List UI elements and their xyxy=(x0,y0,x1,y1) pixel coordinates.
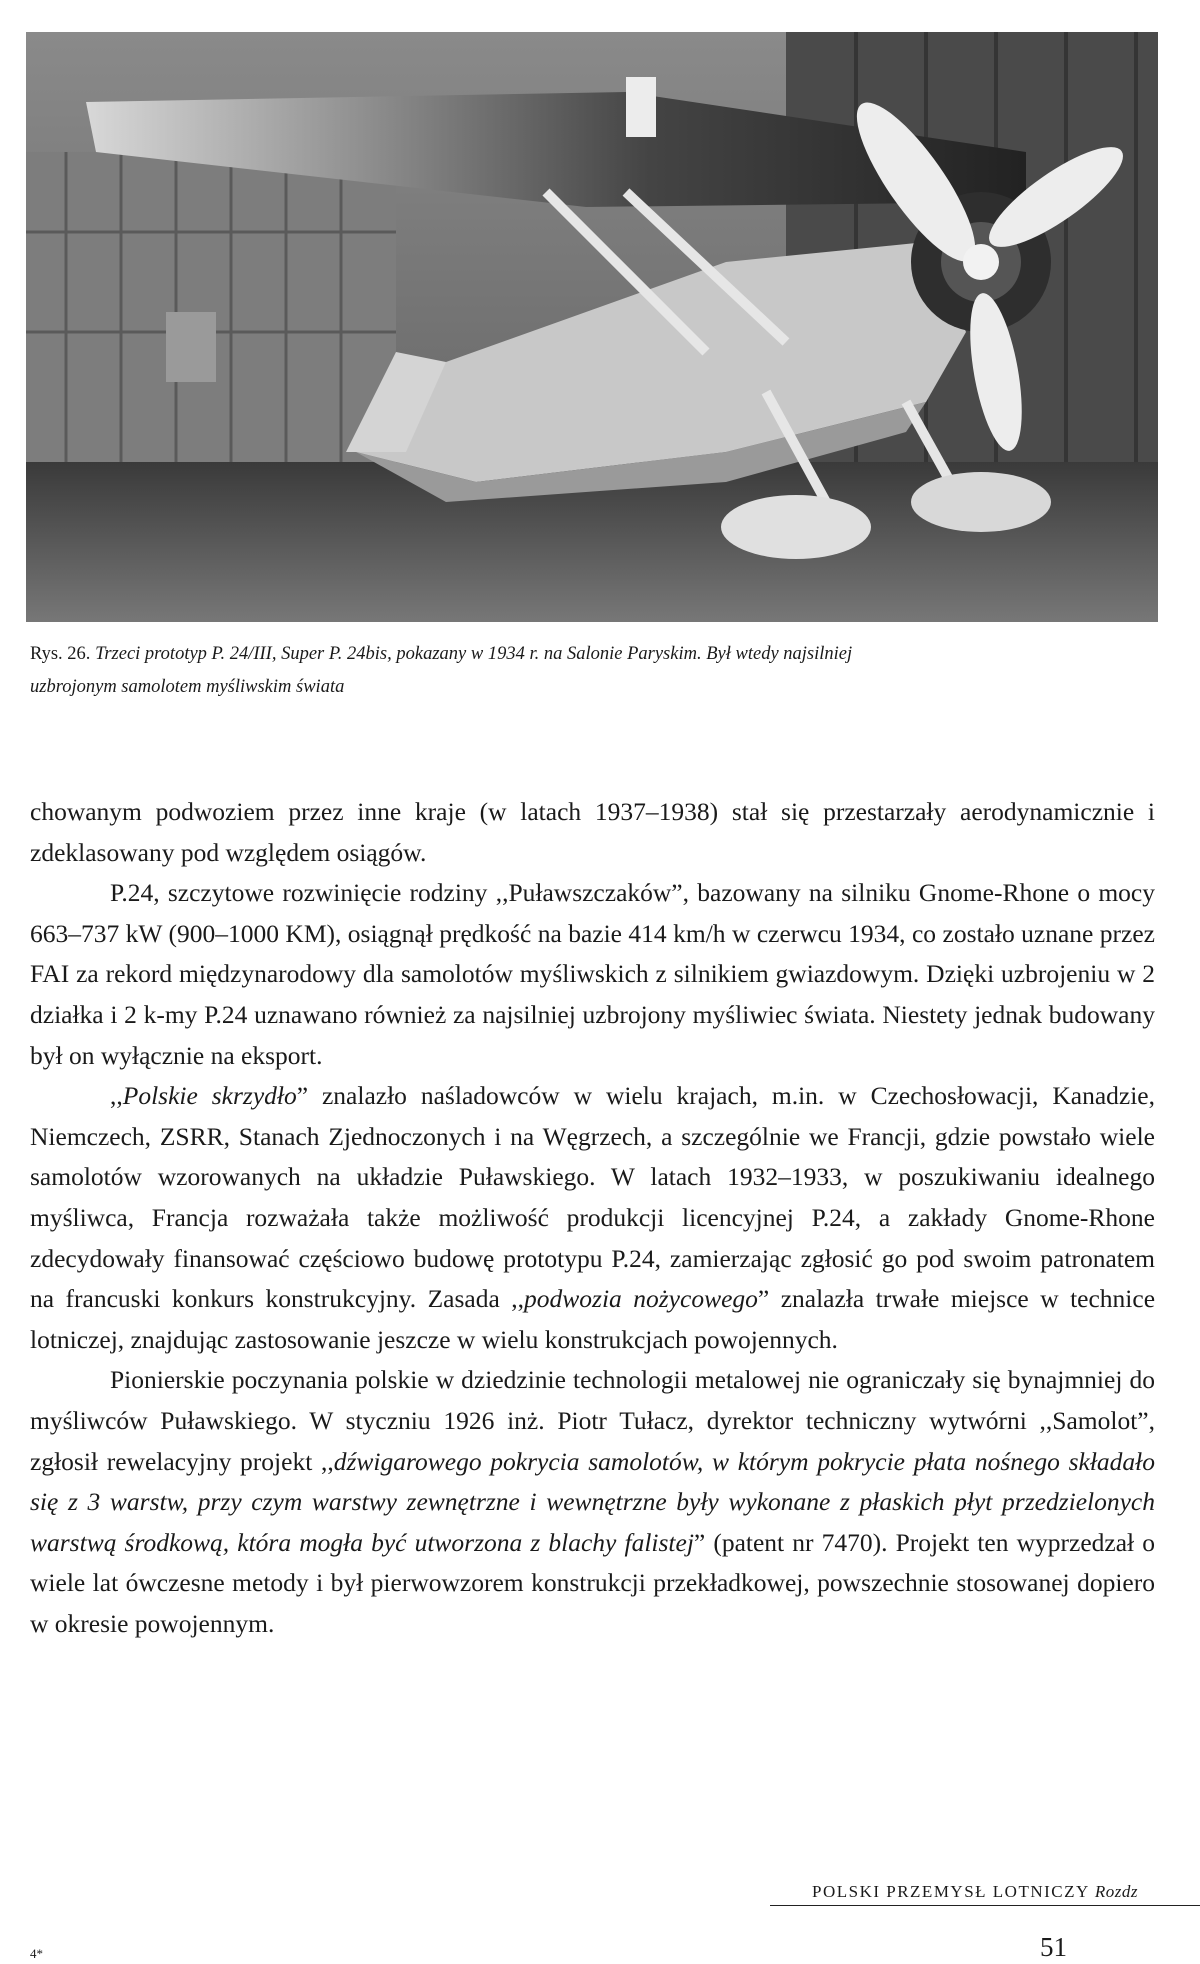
running-head xyxy=(812,1882,1138,1902)
paragraph-4-italic: dźwigarowego pokrycia samolotów, w którym pokrycie płata nośnego składało się z 3 warstw, przy czym warstwy zewnętrzne i wewnętrzne były wykonane z płaskich płyt przedzielonych warstwą środkową, która mogła być utworzona z blachy falistej xyxy=(30,1446,1155,1557)
paragraph-1: chowanym podwoziem przez inne kraje (w latach 1937–1938) stał się przestarzały aerodynamicznie i zdeklasowany pod względem osiągów. xyxy=(30,797,1155,867)
aircraft-photo-illustration xyxy=(26,32,1158,622)
page-number: 51 xyxy=(1040,1932,1067,1962)
running-head-title: POLSKI PRZEMYSŁ LOTNICZY xyxy=(812,1882,1090,1901)
running-head-chapter: Rozdz xyxy=(1094,1882,1139,1901)
paragraph-4-text: Pionierskie poczynania polskie w dziedzinie technologii metalowej nie ograniczały się bynajmniej do myśliwców Puławskiego. W styczniu 1926 inż. Piotr Tułacz, dyrektor techniczny wytwórni ,,Samolot”, zgłosił rewelacyjny projekt ,, xyxy=(30,1365,1155,1476)
paragraph-3-open: ,, xyxy=(110,1081,123,1111)
paragraph-4 xyxy=(30,1360,1155,1644)
paragraph-3-italic-2: podwozia nożycowego xyxy=(524,1284,758,1314)
footer-rule xyxy=(770,1905,1200,1906)
figure-caption xyxy=(30,638,1200,704)
paragraph-3-italic: Polskie skrzydło xyxy=(122,1081,297,1111)
paragraph-4-text-2: ” (patent nr 7470). Projekt ten wyprzedzał o wiele lat ówczesne metody i był pierwowzorem konstrukcji przekładkowej, powszechnie stosowanej dopiero w okresie powojennym. xyxy=(30,1527,1155,1638)
caption-label: Rys. 26. xyxy=(30,644,91,664)
paragraph-3-text: ” znalazło naśladowców w wielu krajach, m.in. w Czechosłowacji, Kanadzie, Niemczech, ZSRR, Stanach Zjednoczonych i na Węgrzech, a szczególnie we Francji, gdzie powstało wiele samolotów wzorowanych na układzie Puławskiego. W latach 1932–1933, w poszukiwaniu idealnego myśliwca, Francja rozważała także możliwość produkcji licencyjnej P.24, a zakłady Gnome-Rhone zdecydowały finansować częściowo budowę prototypu P.24, zamierzając zgłosić go pod swoim patronatem na francuski konkurs konstrukcyjny. Zasada ,, xyxy=(30,1081,1155,1314)
paragraph-3-text-2: ” znalazła trwałe miejsce w technice lotniczej, znajdując zastosowanie jeszcze w wielu konstrukcjach powojennych. xyxy=(30,1284,1156,1354)
paragraph-2: P.24, szczytowe rozwinięcie rodziny ,,Puławszczaków”, bazowany na silniku Gnome-Rhone o mocy 663–737 kW (900–1000 KM), osiągnął prędkość na bazie 414 km/h w czerwcu 1934, co zostało uznane przez FAI za rekord międzynarodowy dla samolotów myśliwskich z silnikiem gwiazdowym. Dzięki uzbrojeniu w 2 działka i 2 k-my P.24 uznawano również za najsilniej uzbrojony myśliwiec świata. Niestety jednak budowany był on wyłącznie na eksport. xyxy=(30,878,1155,1070)
aircraft-photo xyxy=(26,32,1158,622)
paragraph-3 xyxy=(30,1076,1155,1360)
caption-text: Trzeci prototyp P. 24/III, Super P. 24bis, pokazany w 1934 r. na Salonie Paryskim. Był wtedy najsilniej xyxy=(95,644,853,664)
signature-mark: 4* xyxy=(30,1946,43,1961)
caption-text-line-2: uzbrojonym samolotem myśliwskim świata xyxy=(30,677,345,697)
body-text xyxy=(30,792,1155,1644)
